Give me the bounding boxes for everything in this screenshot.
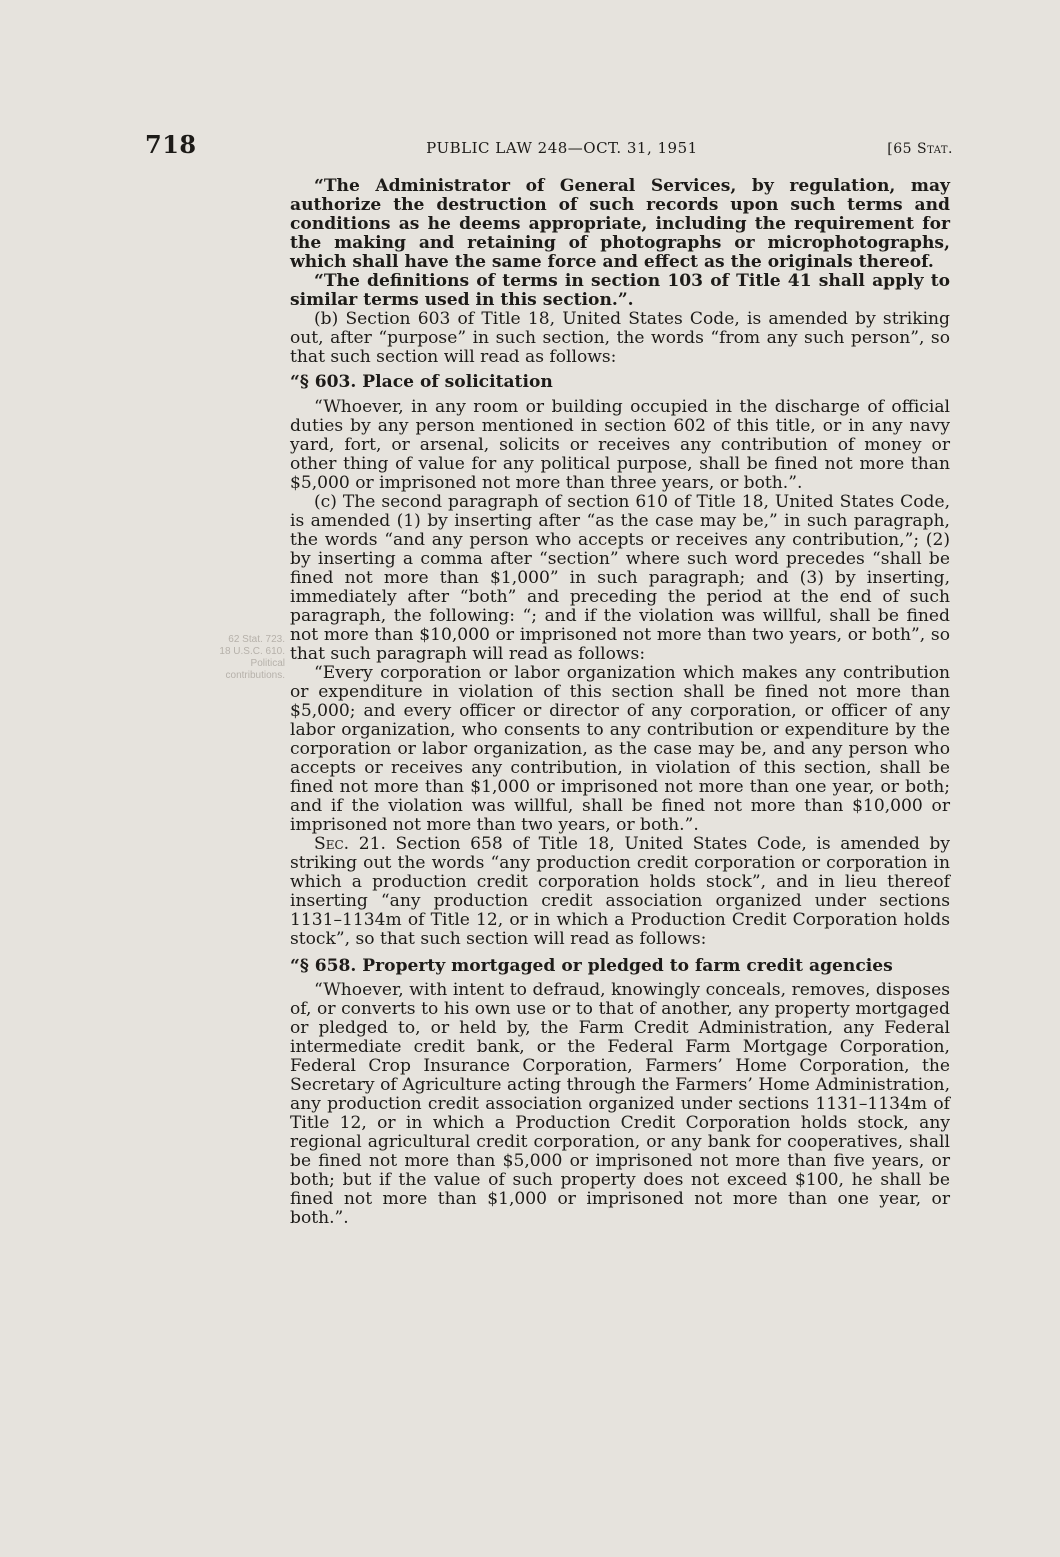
- margin-note-line: contributions.: [225, 670, 285, 681]
- running-title: PUBLIC LAW 248—OCT. 31, 1951: [426, 139, 698, 157]
- section-heading-658: “§ 658. Property mortgaged or pledged to farm credit agencies: [290, 956, 893, 976]
- paragraph-corporation-contributions: “Every corporation or labor organization which makes any contribution or expenditure in violation of this section shall be fined not more than $5,000; and every officer or director of any corporation, or officer of any labor organization, who consents to any contribution or expenditure by the corporation or labor organization, as the case may be, and any person who accepts or receives any contribution, in violation of this section, shall be fined not more than $1,000 or imprisoned not more than one year, or both; and if the violation was willful, shall be fined not more than $10,000 or imprisoned not more than two years, or both.”.: [290, 663, 950, 835]
- paragraph-sec-21: [290, 835, 950, 949]
- paragraph-section-603-amendment: (b) Section 603 of Title 18, United States Code, is amended by striking out, after “purpose” in such section, the words “from any such person”, so that such section will read as follows:: [290, 309, 950, 367]
- paragraph-records-destruction: “The Administrator of General Services, by regulation, may authorize the destruction of such records upon such terms and conditions as he deems appropriate, including the requirement for the making and retaining of photographs or microphotographs, which shall have the same force and effect as the originals thereof.: [290, 176, 950, 272]
- margin-note-line: Political: [250, 658, 285, 669]
- sec-21-text: Section 658 of Title 18, United States Code, is amended by striking out the words “any production credit corporation or corporation in which a production credit corporation holds stock”, and in lieu thereof inserting “any production credit association organized under sections 1131–1134m of Title 12, or in which a Production Credit Corporation holds stock”, so that such section will read as follows:: [290, 834, 950, 949]
- statute-ref-stat: Stat.: [916, 141, 953, 157]
- section-heading-603: “§ 603. Place of solicitation: [290, 372, 553, 392]
- statute-ref-prefix: [65: [887, 141, 917, 157]
- page-number: 718: [145, 130, 197, 159]
- page-header: [145, 130, 953, 159]
- paragraph-definitions: “The definitions of terms in section 103 of Title 41 shall apply to similar terms used in this section.”.: [290, 271, 950, 310]
- paragraph-section-610-amendment: (c) The second paragraph of section 610 of Title 18, United States Code, is amended (1) by inserting after “as the case may be,” in such paragraph, the words “and any person who accepts or receives any contribution,”; (2) by inserting a comma after “section” where such word precedes “shall be fined not more than $1,000” in such paragraph; and (3) by inserting, immediately after “both” and preceding the period at the end of such paragraph, the following: “; and if the violation was willful, shall be fined not more than $10,000 or imprisoned not more than two years, or both”, so that such paragraph will read as follows:: [290, 492, 950, 664]
- paragraph-place-of-solicitation: “Whoever, in any room or building occupied in the discharge of official duties by any person mentioned in section 602 of this title, or in any navy yard, fort, or arsenal, solicits or receives any contribution of money or other thing of value for any political purpose, shall be fined not more than $5,000 or imprisoned not more than three years, or both.”.: [290, 397, 950, 493]
- body-text: [290, 177, 950, 1228]
- statute-reference: [887, 141, 953, 157]
- margin-note: [140, 634, 285, 682]
- margin-note-line: 62 Stat. 723.: [228, 634, 285, 645]
- paragraph-property-mortgaged: “Whoever, with intent to defraud, knowingly conceals, removes, disposes of, or converts to his own use or to that of another, any property mortgaged or pledged to, or held by, the Farm Credit Administration, any Federal intermediate credit bank, or the Federal Farm Mortgage Corporation, Federal Crop Insurance Corporation, Farmers’ Home Corporation, the Secretary of Agriculture acting through the Farmers’ Home Administration, any production credit association organized under sections 1131–1134m of Title 12, or in which a Production Credit Corporation holds stock, any regional agricultural credit corporation, or any bank for cooperatives, shall be fined not more than $5,000 or imprisoned not more than five years, or both; but if the value of such property does not exceed $100, he shall be fined not more than $1,000 or imprisoned not more than one year, or both.”.: [290, 980, 950, 1228]
- margin-note-line: 18 U.S.C. 610.: [219, 646, 285, 657]
- section-label: Sec. 21.: [314, 834, 386, 854]
